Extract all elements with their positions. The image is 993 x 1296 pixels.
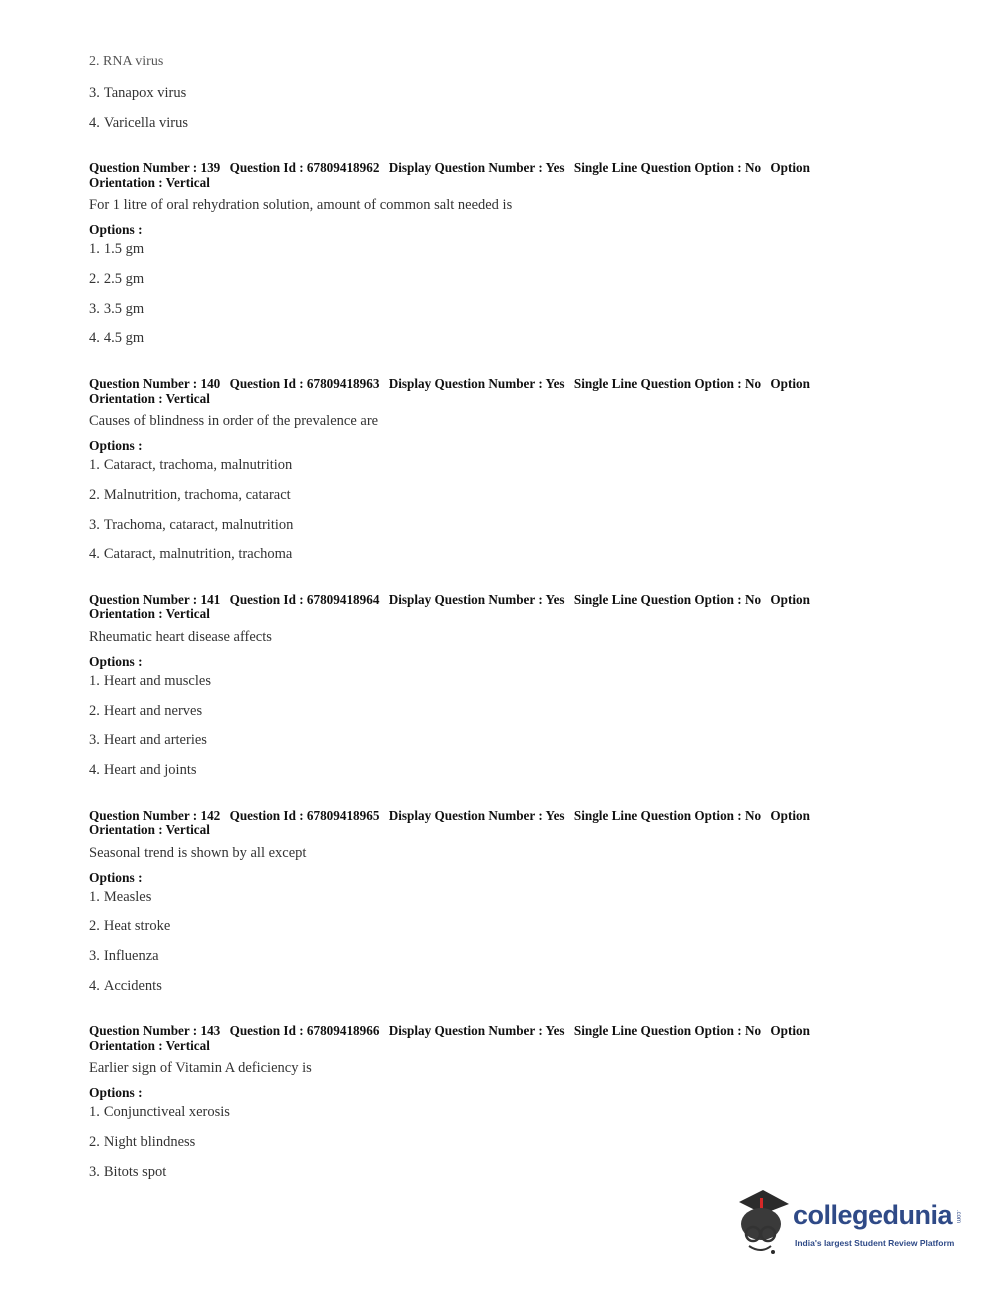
option-item: [89, 702, 889, 730]
question-block: [89, 809, 889, 1005]
question-meta: [89, 377, 889, 406]
single-line-option: Single Line Question Option : No: [573, 160, 762, 176]
question-text: Earlier sign of Vitamin A deficiency is: [89, 1060, 312, 1077]
option-text: Accidents: [103, 977, 162, 994]
options-list: [89, 456, 889, 573]
display-question-number: Display Question Number : Yes: [388, 160, 565, 176]
option-item: [89, 300, 889, 328]
single-line-option: Single Line Question Option : No: [573, 591, 762, 607]
option-text: 2.5 gm: [103, 271, 145, 288]
option-orientation-label: Option: [770, 376, 810, 392]
option-item: [89, 456, 889, 484]
collegedunia-logo: [733, 1188, 963, 1258]
option-number: 3.: [89, 732, 100, 749]
option-item: [89, 114, 889, 142]
option-text: Heart and joints: [103, 761, 197, 778]
option-text: 3.5 gm: [103, 300, 145, 317]
question-block: [89, 161, 889, 357]
option-item: [89, 84, 889, 112]
option-text: 4.5 gm: [103, 330, 145, 347]
option-number: 4.: [89, 546, 100, 563]
options-label: Options :: [89, 869, 143, 885]
option-text: Heat stroke: [103, 918, 171, 935]
option-text: Malnutrition, trachoma, cataract: [103, 486, 291, 503]
option-item: [89, 977, 889, 1005]
single-line-option: Single Line Question Option : No: [573, 807, 762, 823]
question-block: [89, 377, 889, 573]
orientation-line: Orientation : Vertical: [89, 1037, 210, 1053]
display-question-number: Display Question Number : Yes: [388, 376, 565, 392]
option-number: 2.: [89, 271, 100, 288]
option-text: Influenza: [103, 948, 159, 964]
display-question-number: Display Question Number : Yes: [388, 1023, 565, 1039]
option-item: [89, 545, 889, 573]
option-item: [89, 240, 889, 268]
option-orientation-label: Option: [770, 807, 810, 823]
option-item: [89, 486, 889, 514]
option-number: 4.: [89, 977, 100, 994]
orientation-line: Orientation : Vertical: [89, 822, 210, 838]
option-text: Heart and arteries: [103, 732, 207, 749]
question-id: Question Id : 67809418963: [229, 376, 380, 392]
option-item: [89, 761, 889, 789]
option-text: Trachoma, cataract, malnutrition: [103, 516, 294, 533]
option-number: 2.: [89, 918, 100, 935]
option-number: 4.: [89, 761, 100, 778]
options-list: [89, 240, 889, 357]
options-label: Options :: [89, 653, 143, 669]
option-item: [89, 1103, 889, 1131]
orientation-line: Orientation : Vertical: [89, 174, 210, 190]
question-number: Question Number : 143: [89, 1023, 221, 1039]
question-number: Question Number : 142: [89, 807, 221, 823]
option-number: 1.: [89, 1104, 100, 1121]
question-text: Rheumatic heart disease affects: [89, 628, 272, 645]
question-meta: [89, 161, 889, 190]
option-number: 4.: [89, 330, 100, 347]
option-number: 3.: [89, 300, 100, 317]
question-id: Question Id : 67809418962: [229, 160, 380, 176]
question-id: Question Id : 67809418966: [229, 1023, 380, 1039]
question-block: [89, 593, 889, 789]
option-item: [89, 329, 889, 357]
option-number: 1.: [89, 888, 100, 905]
option-number: 1.: [89, 672, 100, 689]
option-item: [89, 947, 889, 975]
cut-off-option: 2. RNA virus: [89, 56, 164, 69]
option-orientation-label: Option: [770, 160, 810, 176]
option-number: 2.: [89, 486, 100, 503]
question-id: Question Id : 67809418964: [229, 591, 380, 607]
orientation-line: Orientation : Vertical: [89, 606, 210, 622]
question-meta: [89, 593, 889, 622]
option-item: [89, 1163, 889, 1191]
option-text: Night blindness: [103, 1134, 196, 1151]
logo-tagline: India's largest Student Review Platform: [795, 1238, 955, 1248]
mascot-icon: [733, 1188, 793, 1258]
question-meta: [89, 809, 889, 838]
option-orientation-label: Option: [770, 591, 810, 607]
single-line-option: Single Line Question Option : No: [573, 376, 762, 392]
option-number: 2.: [89, 702, 100, 719]
option-number: 1.: [89, 241, 100, 258]
option-item: [89, 917, 889, 945]
question-meta-line1: [89, 593, 889, 608]
option-text: Tanapox virus: [103, 85, 187, 101]
question-meta: [89, 1024, 889, 1053]
options-label: Options :: [89, 222, 143, 238]
option-text: Measles: [103, 888, 152, 905]
options-label: Options :: [89, 1085, 143, 1101]
option-item: [89, 731, 889, 759]
question-number: Question Number : 139: [89, 160, 221, 176]
question-list: [89, 161, 889, 1190]
option-text: Heart and nerves: [103, 702, 203, 719]
question-number: Question Number : 140: [89, 376, 221, 392]
options-list: [89, 672, 889, 789]
option-number: 3.: [89, 948, 100, 964]
question-meta-line1: [89, 1024, 889, 1039]
option-text: Bitots spot: [103, 1163, 167, 1180]
top-fragment: [89, 56, 889, 141]
option-text: Heart and muscles: [103, 672, 211, 689]
question-meta-line1: [89, 161, 889, 176]
option-text: Cataract, trachoma, malnutrition: [103, 457, 293, 474]
question-text: For 1 litre of oral rehydration solution, amount of common salt needed is: [89, 197, 513, 214]
document-page: [89, 56, 889, 1190]
options-list: [89, 888, 889, 1005]
question-text: Seasonal trend is shown by all except: [89, 844, 307, 861]
option-item: [89, 516, 889, 544]
option-number: 3.: [89, 516, 100, 533]
option-number: 4.: [89, 114, 100, 131]
question-block: [89, 1024, 889, 1190]
orientation-line: Orientation : Vertical: [89, 390, 210, 406]
option-text: Cataract, malnutrition, trachoma: [103, 546, 293, 563]
option-item: [89, 888, 889, 916]
option-number: 2.: [89, 1134, 100, 1151]
option-orientation-label: Option: [770, 1023, 810, 1039]
question-id: Question Id : 67809418965: [229, 807, 380, 823]
display-question-number: Display Question Number : Yes: [388, 591, 565, 607]
option-number: 3.: [89, 1163, 100, 1180]
option-text: 1.5 gm: [103, 241, 145, 258]
question-number: Question Number : 141: [89, 591, 221, 607]
option-item: [89, 1133, 889, 1161]
options-list: [89, 1103, 889, 1190]
single-line-option: Single Line Question Option : No: [573, 1023, 762, 1039]
option-item: [89, 270, 889, 298]
logo-wordmark: collegedunia: [793, 1200, 953, 1230]
option-item: [89, 672, 889, 700]
option-text: Varicella virus: [103, 114, 189, 131]
question-meta-line1: [89, 377, 889, 392]
logo-suffix: .com: [955, 1210, 961, 1224]
option-number: 3.: [89, 85, 100, 101]
question-text: Causes of blindness in order of the prevalence are: [89, 413, 379, 430]
option-number: 1.: [89, 457, 100, 474]
option-text: Conjunctiveal xerosis: [103, 1104, 230, 1121]
display-question-number: Display Question Number : Yes: [388, 807, 565, 823]
question-meta-line1: [89, 809, 889, 824]
options-label: Options :: [89, 438, 143, 454]
